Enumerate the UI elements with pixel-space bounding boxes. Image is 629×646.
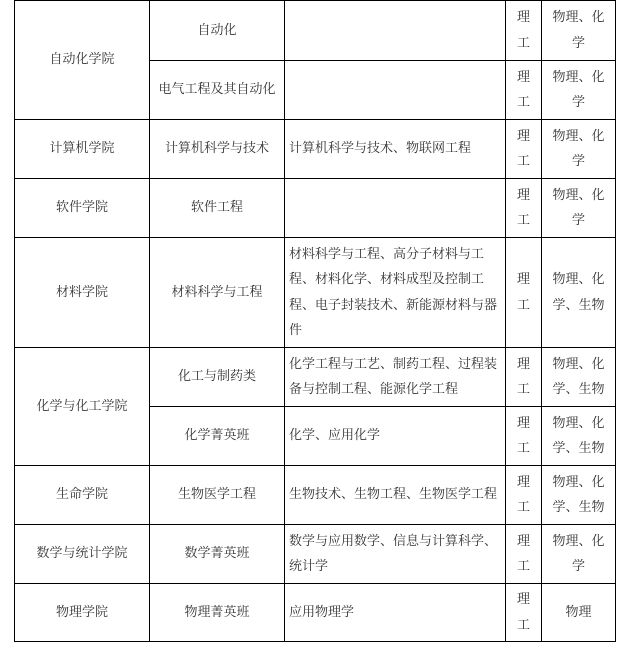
major-cell: 化学菁英班 xyxy=(150,407,285,466)
sub-major-cell xyxy=(285,1,506,61)
table-row xyxy=(15,466,616,525)
type-cell: 理 工 xyxy=(506,61,542,120)
major-cell: 材料科学与工程 xyxy=(150,238,285,348)
major-cell: 化工与制药类 xyxy=(150,348,285,407)
subjects-cell: 物理、化 学 xyxy=(542,61,616,120)
subjects-cell: 物理、化 学、生物 xyxy=(542,348,616,407)
sub-major-cell: 生物技术、生物工程、生物医学工程 xyxy=(285,466,506,525)
type-cell: 理 工 xyxy=(506,584,542,642)
college-cell: 物理学院 xyxy=(15,584,150,642)
type-cell: 理 工 xyxy=(506,120,542,179)
table-row xyxy=(15,1,616,61)
sub-major-cell: 数学与应用数学、信息与计算科学、统计学 xyxy=(285,525,506,584)
table-row xyxy=(15,525,616,584)
type-cell: 理 工 xyxy=(506,407,542,466)
major-cell: 计算机科学与技术 xyxy=(150,120,285,179)
table-row xyxy=(15,584,616,642)
sub-major-cell: 化学工程与工艺、制药工程、过程装备与控制工程、能源化学工程 xyxy=(285,348,506,407)
major-cell: 电气工程及其自动化 xyxy=(150,61,285,120)
college-cell: 计算机学院 xyxy=(15,120,150,179)
majors-table xyxy=(14,0,616,642)
table-row xyxy=(15,120,616,179)
subjects-cell: 物理、化 学 xyxy=(542,179,616,238)
table-row xyxy=(15,238,616,348)
type-cell: 理 工 xyxy=(506,179,542,238)
type-cell: 理 工 xyxy=(506,238,542,348)
sub-major-cell xyxy=(285,61,506,120)
major-cell: 软件工程 xyxy=(150,179,285,238)
college-cell: 材料学院 xyxy=(15,238,150,348)
type-cell: 理 工 xyxy=(506,348,542,407)
college-cell: 生命学院 xyxy=(15,466,150,525)
subjects-cell: 物理、化 学 xyxy=(542,1,616,61)
major-cell: 数学菁英班 xyxy=(150,525,285,584)
sub-major-cell: 计算机科学与技术、物联网工程 xyxy=(285,120,506,179)
type-cell: 理 工 xyxy=(506,1,542,61)
subjects-cell: 物理、化 学、生物 xyxy=(542,407,616,466)
table-row xyxy=(15,348,616,407)
college-cell: 软件学院 xyxy=(15,179,150,238)
college-cell: 化学与化工学院 xyxy=(15,348,150,466)
sub-major-cell xyxy=(285,179,506,238)
major-cell: 生物医学工程 xyxy=(150,466,285,525)
major-cell: 物理菁英班 xyxy=(150,584,285,642)
college-cell: 自动化学院 xyxy=(15,1,150,120)
subjects-cell: 物理、化 学、生物 xyxy=(542,238,616,348)
sub-major-cell: 应用物理学 xyxy=(285,584,506,642)
sub-major-cell: 材料科学与工程、高分子材料与工程、材料化学、材料成型及控制工程、电子封装技术、新能源材料与器件 xyxy=(285,238,506,348)
type-cell: 理 工 xyxy=(506,525,542,584)
subjects-cell: 物理、化 学、生物 xyxy=(542,466,616,525)
sub-major-cell: 化学、应用化学 xyxy=(285,407,506,466)
type-cell: 理 工 xyxy=(506,466,542,525)
subjects-cell: 物理、化 学 xyxy=(542,120,616,179)
college-cell: 数学与统计学院 xyxy=(15,525,150,584)
table-row xyxy=(15,179,616,238)
subjects-cell: 物理、化 学 xyxy=(542,525,616,584)
subjects-cell: 物理 xyxy=(542,584,616,642)
major-cell: 自动化 xyxy=(150,1,285,61)
